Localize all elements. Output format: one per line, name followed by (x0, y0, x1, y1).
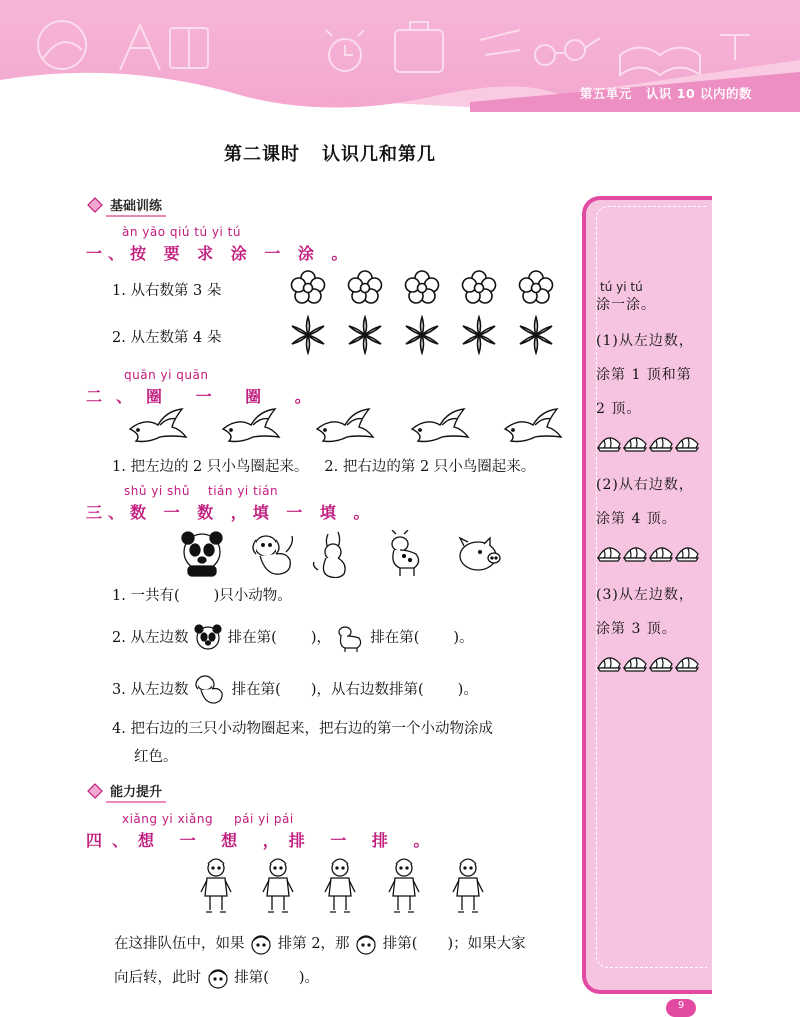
section4-heading: 四、想 一 想 ，排 一 排 。 (86, 831, 440, 850)
child-face-icon (206, 967, 230, 989)
child-icon[interactable] (453, 859, 483, 912)
sidebar-task1-line2: 涂第 1 顶和第 (596, 367, 692, 383)
children-icons (196, 856, 496, 920)
bird-icon[interactable] (130, 409, 186, 442)
cap-icon[interactable] (624, 548, 646, 561)
panda-icon (193, 624, 223, 652)
section2-heading: 二、圈 一 圈 。 (86, 387, 325, 406)
bird-row (125, 405, 575, 445)
section2-q1: 1. 把左边的 2 只小鸟圈起来。 (112, 459, 309, 475)
advanced-badge (86, 780, 166, 802)
cap-icon[interactable] (598, 658, 620, 671)
sidebar-task2-line1: (2)从右边数， (596, 477, 694, 493)
flower-icon[interactable] (463, 271, 496, 303)
section1-heading: 一、按 要 求 涂 一 涂 。 (86, 244, 354, 263)
flower-icon[interactable] (406, 271, 439, 303)
flower-icon[interactable] (349, 271, 382, 303)
child-face-icon (354, 933, 378, 955)
section3-pinyin1: shǔ yi shǔ (124, 484, 190, 498)
header-banner (0, 0, 800, 112)
star-flower-icons (288, 314, 578, 356)
cap-icon[interactable] (598, 548, 620, 561)
page-number: 9 (666, 999, 696, 1017)
child-icon[interactable] (201, 859, 231, 912)
bird-icons (125, 405, 575, 445)
section1-pinyin: àn yāo qiú tú yi tú (122, 225, 241, 239)
section4-line1: 在这排队伍中，如果 排第 2，那 排第( )；如果大家 (114, 932, 526, 955)
children-row (196, 856, 496, 920)
sidebar-title: 涂一涂。 (596, 297, 656, 313)
cap-icons (596, 432, 700, 454)
flower-icon[interactable] (292, 271, 325, 303)
unit-name: 第五单元 (579, 86, 632, 101)
lesson-title (0, 140, 660, 166)
hat-row-3 (596, 652, 700, 674)
badge-label: 能力提升 (106, 780, 166, 803)
cap-icon[interactable] (624, 438, 646, 451)
child-icon[interactable] (263, 859, 293, 912)
cap-icon[interactable] (676, 658, 698, 671)
section3-q2: 2. 从左边数 排在第( )， 排在第( )。 (112, 624, 474, 652)
child-face-icon (249, 933, 273, 955)
lesson-name: 认识几和第几 (322, 144, 436, 165)
sidebar-task1-line3: 2 顶。 (596, 401, 642, 417)
pig-icon[interactable] (460, 538, 500, 570)
section4-pinyin1: xiǎng yi xiǎng (122, 812, 214, 826)
snowflake-row (288, 314, 578, 356)
deer-icon[interactable] (392, 530, 419, 576)
cap-icon[interactable] (598, 438, 620, 451)
animal-icons (178, 530, 518, 578)
child-icon[interactable] (389, 859, 419, 912)
diamond-icon (86, 782, 104, 800)
section2-pinyin: quān yi quān (124, 368, 209, 382)
badge-label: 基础训练 (106, 194, 166, 217)
section2-q2: 2. 把右边的第 2 只小鸟圈起来。 (324, 459, 536, 475)
section4-line2: 向后转，此时 排第( )。 (114, 966, 319, 989)
section3-pinyin2: tián yi tián (208, 484, 279, 498)
flower-row (288, 268, 578, 308)
lesson-number: 第二课时 (224, 144, 300, 165)
cap-icon[interactable] (650, 658, 672, 671)
cap-icons (596, 542, 700, 564)
dog-icon (193, 673, 227, 707)
star-flower-icon[interactable] (406, 317, 438, 353)
sidebar-pinyin: tú yi tú (600, 280, 643, 294)
star-flower-icon[interactable] (292, 317, 324, 353)
section3-q4-line1: 4. 把右边的三只小动物圈起来，把右边的第一个小动物涂成 (112, 721, 493, 737)
cap-icon[interactable] (650, 438, 672, 451)
section1-q1: 1. 从右数第 3 朵 (112, 283, 222, 299)
bird-icon[interactable] (223, 409, 279, 442)
flower-icon[interactable] (520, 271, 553, 303)
bird-icon[interactable] (412, 409, 468, 442)
rabbit-icon[interactable] (314, 532, 346, 578)
cap-icon[interactable] (624, 658, 646, 671)
cap-icon[interactable] (676, 438, 698, 451)
animal-row (178, 530, 518, 578)
sidebar-task2-line2: 涂第 4 顶。 (596, 511, 677, 527)
basic-training-badge (86, 194, 166, 216)
bird-icon[interactable] (505, 409, 561, 442)
section3-q3: 3. 从左边数 排在第( )，从右边数排第( )。 (112, 673, 478, 707)
bird-icon[interactable] (317, 409, 373, 442)
star-flower-icon[interactable] (349, 317, 381, 353)
flower-icons (288, 268, 578, 308)
sidebar-task3-line2: 涂第 3 顶。 (596, 621, 677, 637)
section1-q2: 2. 从左数第 4 朵 (112, 330, 222, 346)
hat-row-2 (596, 542, 700, 564)
panda-icon[interactable] (182, 532, 222, 576)
child-icon[interactable] (325, 859, 355, 912)
cap-icons (596, 652, 700, 674)
star-flower-icon[interactable] (520, 317, 552, 353)
dog-icon[interactable] (253, 536, 292, 574)
section2-questions (112, 455, 535, 476)
diamond-icon (86, 196, 104, 214)
unit-label (566, 84, 752, 102)
sidebar-task3-line1: (3)从左边数， (596, 587, 694, 603)
unit-topic: 认识 10 以内的数 (645, 86, 752, 101)
sidebar-task1-line1: (1)从左边数， (596, 333, 694, 349)
cap-icon[interactable] (650, 548, 672, 561)
section3-q4-line2: 红色。 (134, 749, 178, 765)
section3-q1: 1. 一共有( )只小动物。 (112, 588, 292, 604)
deer-icon (336, 624, 366, 652)
section3-heading: 三、数 一 数 ，填 一 填 。 (86, 503, 376, 522)
cap-icon[interactable] (676, 548, 698, 561)
star-flower-icon[interactable] (463, 317, 495, 353)
section4-pinyin2: pái yi pái (234, 812, 294, 826)
hat-row-1 (596, 432, 700, 454)
